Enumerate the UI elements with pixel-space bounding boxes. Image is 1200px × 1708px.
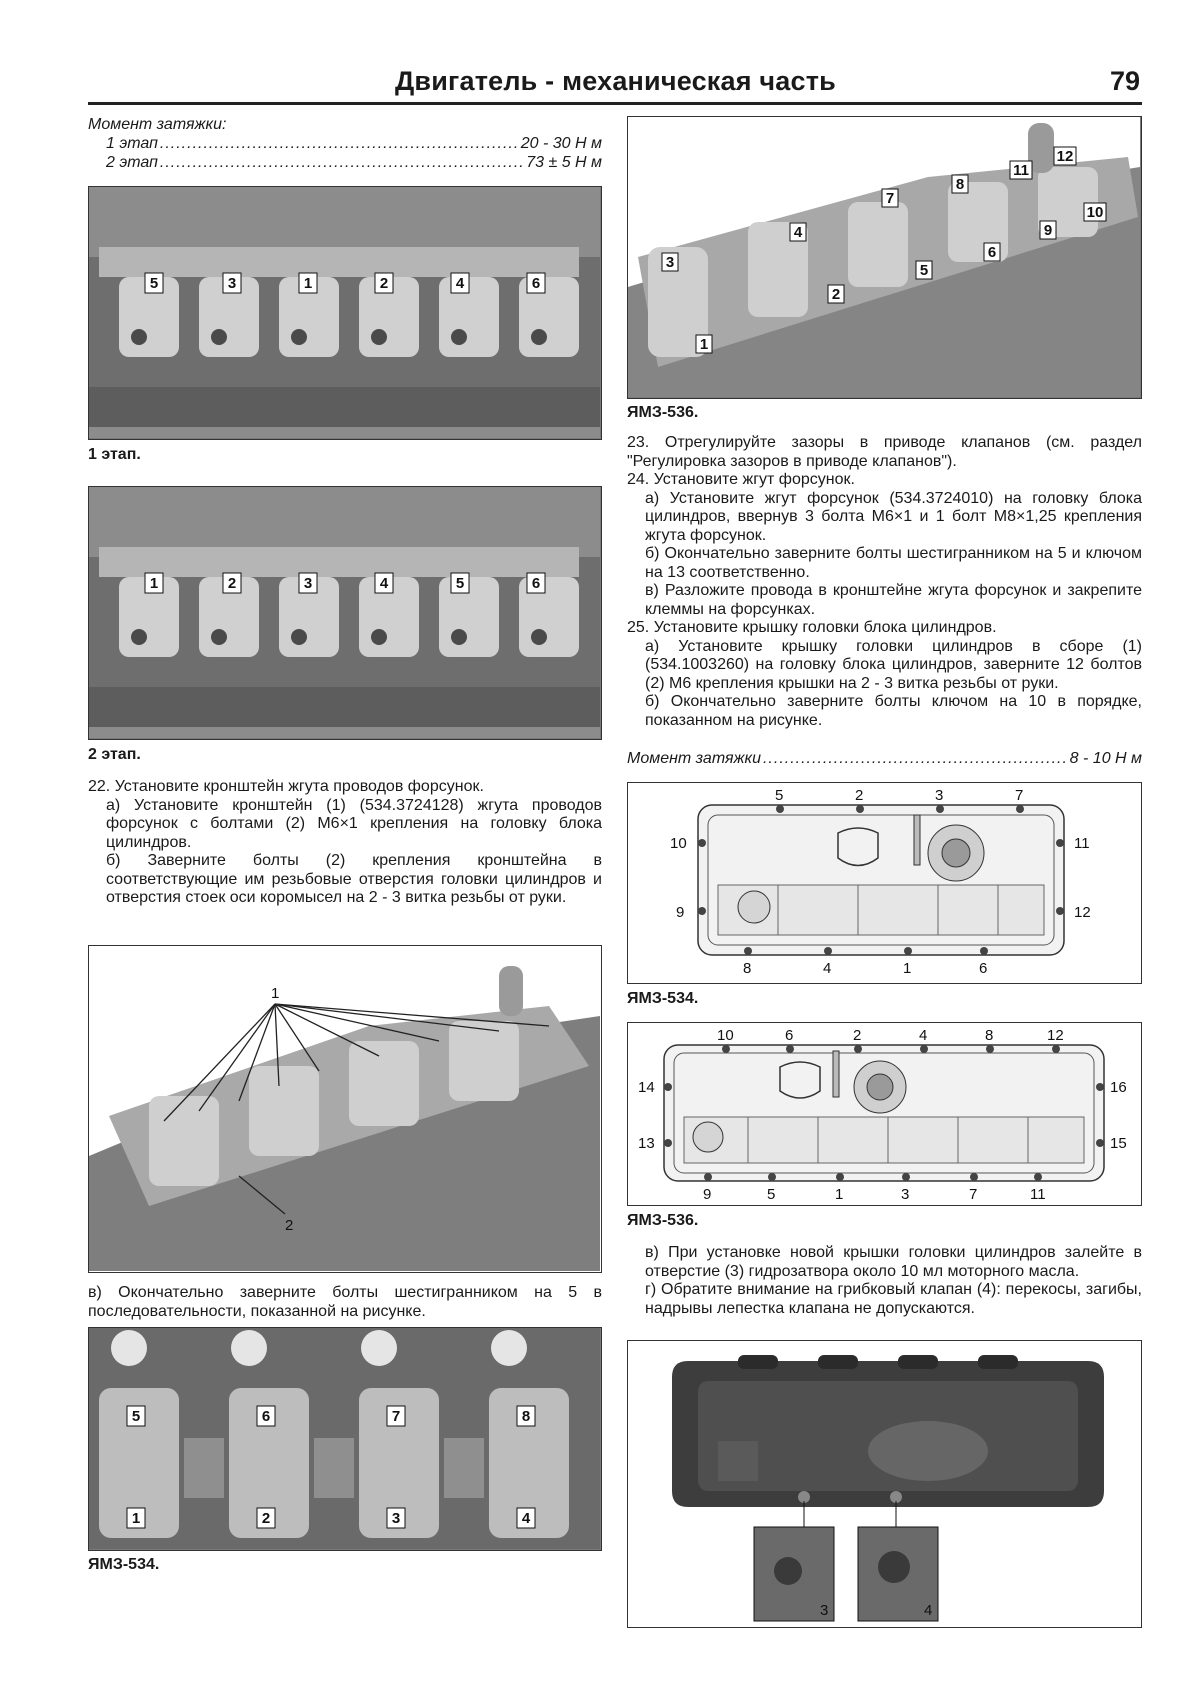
cover-inner-label-4: 4	[924, 1602, 933, 1619]
hex534-bottom-tag-4	[517, 1508, 535, 1528]
page-number: 79	[1110, 66, 1141, 96]
hex536-tag-2	[828, 285, 844, 303]
cover534-right-upper: 11	[1074, 835, 1090, 852]
torque-row-stage2	[106, 154, 602, 173]
cover-inner-illustration	[628, 1341, 1140, 1626]
svg-text:8: 8	[955, 176, 965, 193]
hex536-tag-10	[1084, 203, 1106, 221]
step25-a: а) Установите крышку головки цилиндров в сборе (1) (534.1003260) на головку блока цилиндров, заверните 12 болтов (2) М6 крепления крышки на 2 - 3 витка резьбы от руки.	[645, 637, 1142, 692]
svg-text:6: 6	[531, 275, 541, 292]
cover536-left-upper: 14	[638, 1079, 655, 1096]
cover536-bottom-6: 11	[1030, 1186, 1046, 1203]
svg-text:8: 8	[521, 1408, 531, 1425]
torque-cover-value: 8 - 10 Н м	[1069, 750, 1142, 767]
photo-stage1	[88, 186, 602, 440]
step24-title: 24. Установите жгут форсунок.	[627, 471, 855, 488]
svg-text:6: 6	[531, 575, 541, 592]
svg-text:7: 7	[885, 190, 895, 207]
stage1-tag-1	[145, 273, 163, 293]
cover536-top-4: 4	[919, 1027, 928, 1044]
photo-hex536	[627, 116, 1142, 399]
cover536-right-upper: 16	[1110, 1079, 1127, 1096]
page-title: Двигатель - механическая часть	[395, 66, 836, 96]
hex536-tag-3	[662, 253, 678, 271]
stage2-tag-2	[223, 573, 241, 593]
stage2-tag-6	[527, 573, 545, 593]
stage2-tag-5	[451, 573, 469, 593]
svg-text:5: 5	[149, 275, 159, 292]
cover534-left-lower: 9	[676, 904, 685, 921]
header-rule	[88, 102, 1142, 105]
cover536-drawing	[628, 1023, 1140, 1204]
torque-stage1-value: 20 - 30 Н м	[520, 135, 602, 152]
svg-text:10: 10	[1086, 204, 1104, 221]
stage1-tag-3	[299, 273, 317, 293]
photo-cover-inner	[627, 1340, 1142, 1628]
svg-text:1: 1	[699, 336, 709, 353]
torque-label: Момент затяжки:	[88, 116, 227, 133]
stage2-tag-3	[299, 573, 317, 593]
cover536-bottom-3: 1	[835, 1186, 844, 1203]
cover536-right-lower: 15	[1110, 1135, 1127, 1152]
svg-text:5: 5	[455, 575, 465, 592]
svg-text:3: 3	[665, 254, 675, 271]
cover536-top-2: 6	[785, 1027, 794, 1044]
diagram-cover534	[627, 782, 1142, 984]
cover-inner-label-3: 3	[820, 1602, 829, 1619]
hex536-tag-7	[882, 189, 898, 207]
step25-g: г) Обратите внимание на грибковый клапан (4): перекосы, загибы, надрывы лепестка клапана не допускаются.	[645, 1281, 1142, 1317]
cover536-bottom-4: 3	[901, 1186, 910, 1203]
step25-vg-block	[645, 1244, 1142, 1318]
torque-stage2-value: 73 ± 5 Н м	[526, 154, 602, 171]
cover534-bottom-3: 1	[903, 960, 912, 977]
stage1-tag-6	[527, 273, 545, 293]
caption-hex534: ЯМЗ-534.	[88, 1556, 160, 1573]
cover536-top-1: 10	[717, 1027, 734, 1044]
caption-stage2: 2 этап.	[88, 746, 141, 763]
caption-stage1: 1 этап.	[88, 446, 141, 463]
torque-stage2-name: 2 этап	[106, 154, 158, 171]
svg-text:2: 2	[261, 1510, 271, 1527]
hex536-tag-1	[696, 335, 712, 353]
bracket-label-1: 1	[271, 985, 280, 1002]
step22-a: а) Установите кронштейн (1) (534.3724128) жгута проводов форсунок с болтами (2) М6×1 крепления на головку блока цилиндров.	[106, 796, 602, 851]
svg-text:5: 5	[919, 262, 929, 279]
step23: 23. Отрегулируйте зазоры в приводе клапанов (см. раздел "Регулировка зазоров в приводе клапанов").	[627, 434, 1142, 470]
svg-text:6: 6	[987, 244, 997, 261]
bracket-illustration	[89, 946, 600, 1271]
svg-text:3: 3	[391, 1510, 401, 1527]
svg-text:4: 4	[455, 275, 465, 292]
stage1-tag-5	[451, 273, 469, 293]
caption-cover534: ЯМЗ-534.	[627, 990, 699, 1007]
svg-text:4: 4	[793, 224, 803, 241]
cover534-drawing	[628, 783, 1140, 982]
step22v: в) Окончательно заверните болты шестигранником на 5 в последовательности, показанной на рисунке.	[88, 1284, 602, 1320]
cover536-top-6: 12	[1047, 1027, 1064, 1044]
cover536-top-5: 8	[985, 1027, 994, 1044]
svg-text:1: 1	[131, 1510, 141, 1527]
hex536-tag-8	[952, 175, 968, 193]
cylinder-head-536-illustration	[628, 117, 1140, 397]
svg-text:3: 3	[303, 575, 313, 592]
cover534-top-1: 5	[775, 787, 784, 804]
leader-dots	[763, 750, 1068, 769]
svg-text:4: 4	[379, 575, 389, 592]
torque-row-stage1	[106, 135, 602, 154]
caption-cover536: ЯМЗ-536.	[627, 1212, 699, 1229]
step24-b: б) Окончательно заверните болты шестигранником на 5 и ключом на 13 соответственно.	[645, 545, 1142, 581]
hex534-top-tag-3	[387, 1406, 405, 1426]
svg-text:3: 3	[227, 275, 237, 292]
step22-block	[88, 778, 602, 908]
step22-title: 22. Установите кронштейн жгута проводов форсунок.	[88, 778, 484, 795]
svg-text:6: 6	[261, 1408, 271, 1425]
svg-text:11: 11	[1013, 162, 1029, 179]
step25-b: б) Окончательно заверните болты ключом на 10 в порядке, показанном на рисунке.	[645, 693, 1142, 729]
hex536-tag-6	[984, 243, 1000, 261]
hex536-tag-5	[916, 261, 932, 279]
hex534-top-tag-4	[517, 1406, 535, 1426]
cover534-right-lower: 12	[1074, 904, 1091, 921]
hex534-bottom-tag-1	[127, 1508, 145, 1528]
stage1-tag-2	[223, 273, 241, 293]
cover534-bottom-2: 4	[823, 960, 832, 977]
svg-text:7: 7	[391, 1408, 401, 1425]
svg-text:5: 5	[131, 1408, 141, 1425]
steps-23-25-block	[627, 434, 1142, 730]
hex534-top-tag-1	[127, 1406, 145, 1426]
rocker-arms-illustration	[89, 1328, 600, 1549]
cover534-bottom-4: 6	[979, 960, 988, 977]
caption-hex536: ЯМЗ-536.	[627, 404, 699, 421]
torque-cover-row	[627, 750, 1142, 769]
hex534-top-tag-2	[257, 1406, 275, 1426]
leader-dots	[160, 135, 519, 154]
photo-bracket	[88, 945, 602, 1273]
cover536-top-3: 2	[853, 1027, 862, 1044]
svg-text:9: 9	[1043, 222, 1053, 239]
stage2-tag-1	[145, 573, 163, 593]
hex536-tag-4	[790, 223, 806, 241]
cover534-top-4: 7	[1015, 787, 1024, 804]
cover534-top-2: 2	[855, 787, 864, 804]
photo-hex534	[88, 1327, 602, 1551]
svg-text:2: 2	[831, 286, 841, 303]
torque-stage1-name: 1 этап	[106, 135, 158, 152]
cover534-bottom-1: 8	[743, 960, 752, 977]
step25-v: в) При установке новой крышки головки цилиндров залейте в отверстие (3) гидрозатвора около 10 мл моторного масла.	[645, 1244, 1142, 1280]
step25-title: 25. Установите крышку головки блока цилиндров.	[627, 619, 997, 636]
step22-b: б) Заверните болты (2) крепления кронштейна в соответствующие им резьбовые отверстия головки цилиндров и отверстия стоек оси коромысел на 2 - 3 витка резьбы от руки.	[106, 852, 602, 906]
diagram-cover536	[627, 1022, 1142, 1206]
step24-v: в) Разложите провода в кронштейне жгута форсунок и закрепите клеммы на форсунках.	[645, 582, 1142, 618]
cover536-bottom-5: 7	[969, 1186, 978, 1203]
cover536-left-lower: 13	[638, 1135, 655, 1152]
svg-text:4: 4	[521, 1510, 531, 1527]
svg-text:12: 12	[1056, 148, 1074, 165]
cover536-bottom-2: 5	[767, 1186, 776, 1203]
hex534-bottom-tag-3	[387, 1508, 405, 1528]
leader-dots	[160, 154, 524, 173]
svg-text:2: 2	[227, 575, 237, 592]
hex536-tag-11	[1010, 161, 1032, 179]
photo-stage2	[88, 486, 602, 740]
stage1-tag-4	[375, 273, 393, 293]
cover534-left-upper: 10	[670, 835, 687, 852]
svg-text:1: 1	[149, 575, 159, 592]
bracket-label-2: 2	[285, 1217, 294, 1234]
stage1-tags	[89, 187, 600, 438]
stage2-tag-4	[375, 573, 393, 593]
hex536-tag-9	[1040, 221, 1056, 239]
svg-text:2: 2	[379, 275, 389, 292]
torque-cover-name: Момент затяжки	[627, 750, 761, 767]
cover534-top-3: 3	[935, 787, 944, 804]
step24-a: а) Установите жгут форсунок (534.3724010) на головку блока цилиндров, ввернув 3 болта М6×1 и 1 болт М8×1,25 крепления жгута форсунок.	[645, 489, 1142, 544]
cover536-bottom-1: 9	[703, 1186, 712, 1203]
svg-text:1: 1	[303, 275, 313, 292]
cylinder-head-illustration	[89, 487, 600, 738]
hex536-tag-12	[1054, 147, 1076, 165]
hex534-bottom-tag-2	[257, 1508, 275, 1528]
